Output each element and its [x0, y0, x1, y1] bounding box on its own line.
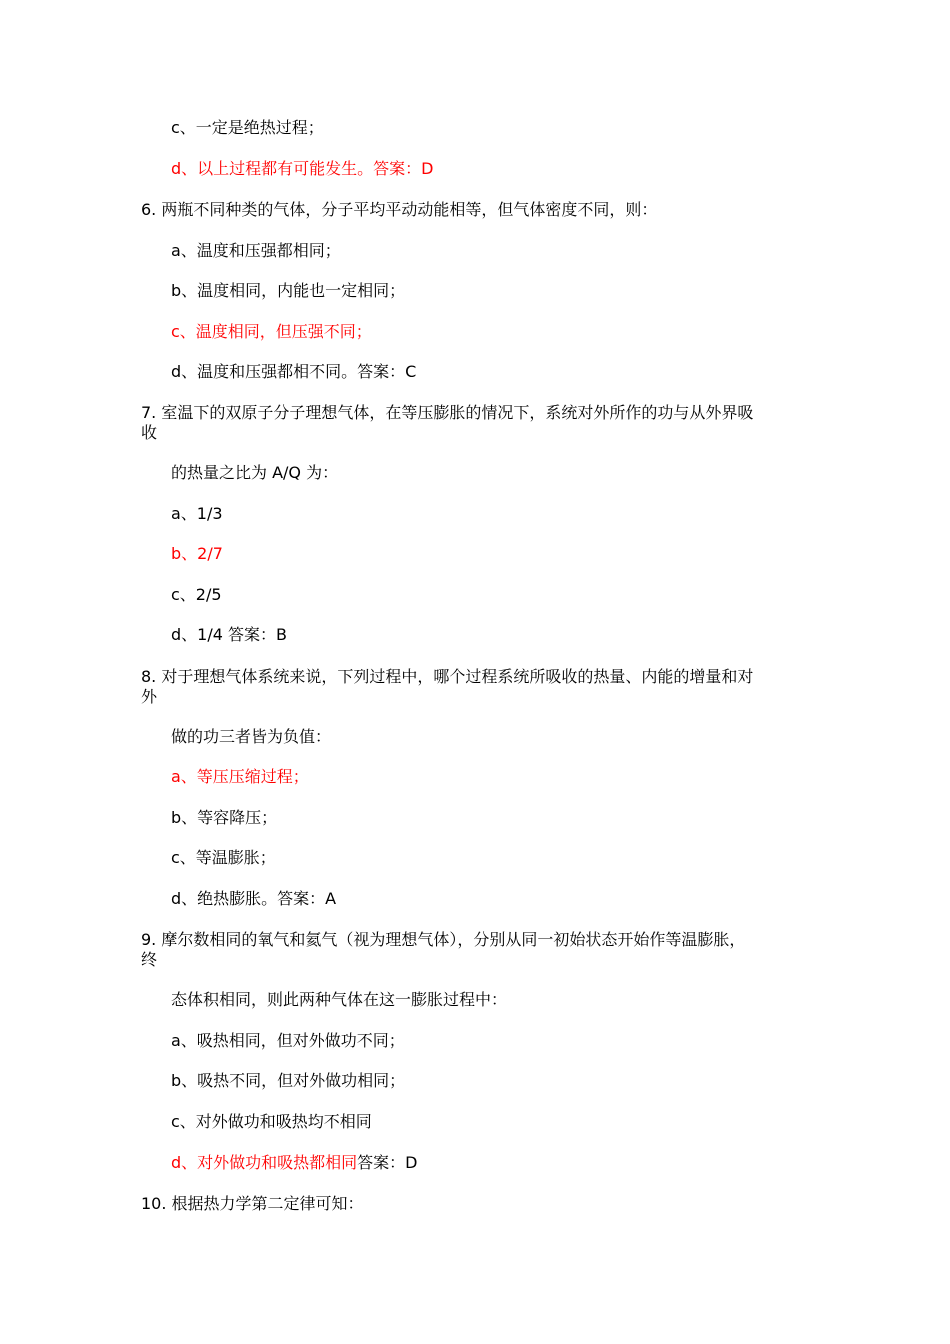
option-d-q5-answer: d、以上过程都有可能发生。答案：D — [171, 159, 434, 178]
question-8-wrap: 外 — [141, 687, 158, 706]
question-9-wrap: 终 — [141, 950, 158, 969]
question-7: 7. 室温下的双原子分子理想气体，在等压膨胀的情况下，系统对外所作的功与从外界吸 — [141, 403, 754, 422]
question-8: 8. 对于理想气体系统来说，下列过程中，哪个过程系统所吸收的热量、内能的增量和对 — [141, 667, 754, 686]
option-d-q6: d、温度和压强都相不同。答案：C — [171, 362, 417, 381]
option-c-q9: c、对外做功和吸热均不相同 — [171, 1112, 372, 1131]
option-c-q8: c、等温膨胀； — [171, 848, 276, 867]
answer-q9: 答案：D — [357, 1153, 418, 1172]
question-7-continued: 的热量之比为 A/Q 为： — [171, 463, 339, 482]
question-8-continued: 做的功三者皆为负值： — [171, 727, 332, 746]
question-9: 9. 摩尔数相同的氧气和氦气（视为理想气体），分别从同一初始状态开始作等温膨胀， — [141, 930, 746, 949]
option-d-q7: d、1/4 答案：B — [171, 625, 287, 644]
question-9-continued: 态体积相同，则此两种气体在这一膨胀过程中： — [171, 990, 508, 1009]
option-d-q9 — [171, 1153, 418, 1173]
option-d-q9-correct-text: d、对外做功和吸热都相同 — [171, 1153, 358, 1172]
option-d-q8: d、绝热膨胀。答案：A — [171, 889, 337, 908]
option-c-q6-correct: c、温度相同，但压强不同； — [171, 322, 372, 341]
option-a-q8-correct: a、等压压缩过程； — [171, 767, 309, 786]
option-c-q7: c、2/5 — [171, 585, 222, 604]
option-b-q9: b、吸热不同，但对外做功相同； — [171, 1071, 406, 1090]
option-b-q8: b、等容降压； — [171, 808, 278, 827]
option-b-q6: b、温度相同，内能也一定相同； — [171, 281, 406, 300]
option-c-q5: c、一定是绝热过程； — [171, 118, 324, 137]
option-a-q9: a、吸热相同，但对外做功不同； — [171, 1031, 405, 1050]
option-a-q7: a、1/3 — [171, 504, 223, 523]
option-b-q7-correct: b、2/7 — [171, 544, 223, 563]
question-6: 6. 两瓶不同种类的气体，分子平均平动动能相等，但气体密度不同，则： — [141, 200, 658, 219]
option-a-q6: a、温度和压强都相同； — [171, 241, 341, 260]
question-7-wrap: 收 — [141, 423, 158, 442]
question-10: 10. 根据热力学第二定律可知： — [141, 1194, 364, 1213]
